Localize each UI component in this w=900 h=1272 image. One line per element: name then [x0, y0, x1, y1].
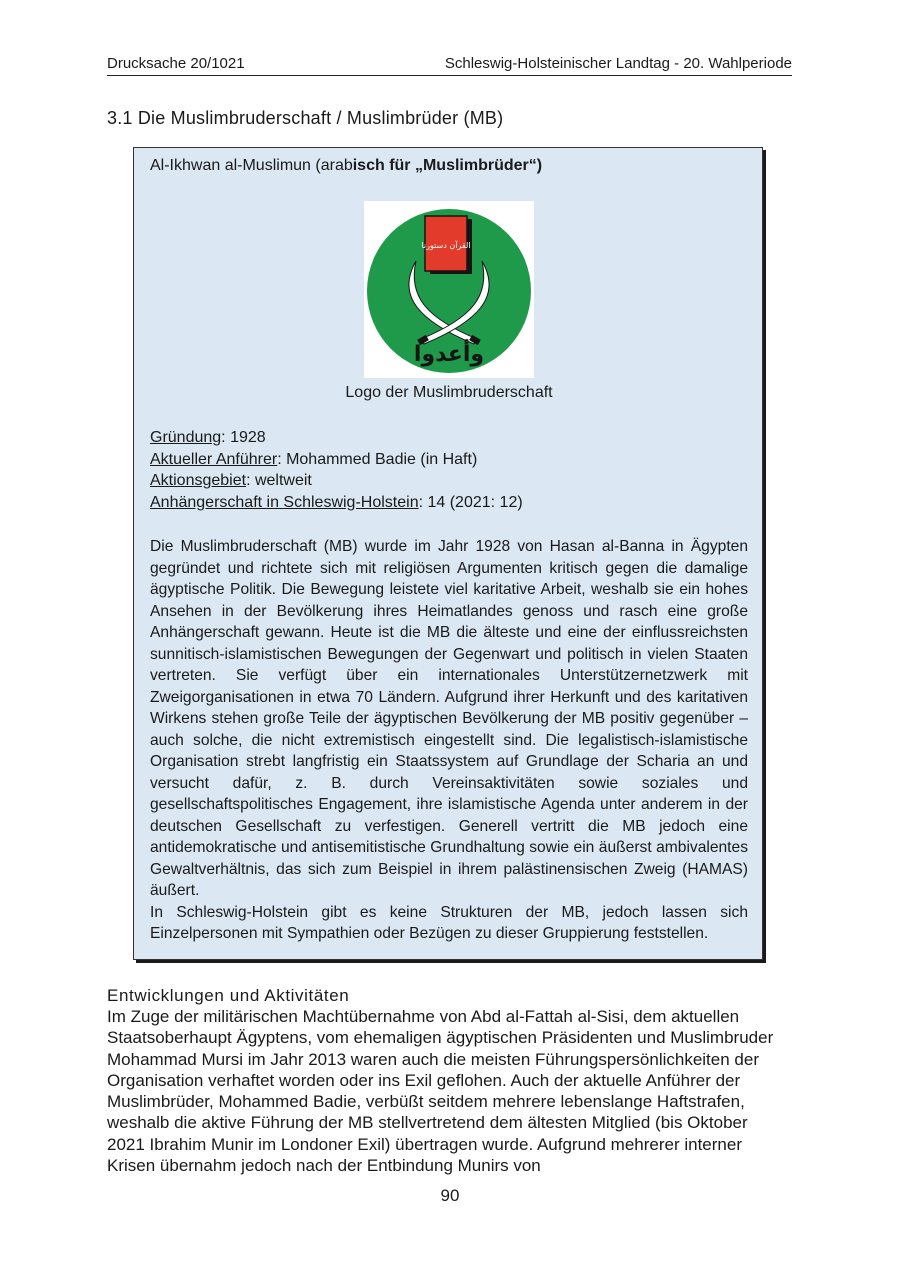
info-box — [133, 147, 763, 960]
facts-list — [150, 427, 523, 513]
fact-area — [150, 470, 523, 492]
info-paragraph-2: In Schleswig-Holstein gibt es keine Strukturen der MB, jedoch lassen sich Einzelpersonen mit Sympathien oder Bezügen zu dieser Gruppierung feststellen. — [150, 903, 748, 942]
fact-founding — [150, 427, 523, 449]
fact-value: : 14 (2021: 12) — [418, 493, 523, 511]
fact-key: Aktueller Anführer — [150, 450, 278, 468]
document-number: Drucksache 20/1021 — [107, 55, 245, 72]
logo-caption: Logo der Muslimbruderschaft — [345, 384, 553, 401]
logo-motto: وأعدوا — [413, 342, 485, 367]
fact-key: Anhängerschaft in Schleswig-Holstein — [150, 493, 419, 511]
page-header — [107, 55, 792, 76]
title-bold: isch für „Muslimbrüder“) — [352, 157, 543, 174]
fact-followers — [150, 492, 523, 514]
book-text: القرآن دستورنا — [421, 241, 471, 250]
logo-image — [364, 201, 534, 378]
muslim-brotherhood-logo — [364, 201, 534, 378]
page-number: 90 — [440, 1186, 460, 1205]
subheading: Entwicklungen und Aktivitäten — [107, 986, 350, 1005]
fact-value: : 1928 — [221, 429, 266, 446]
info-box-title — [150, 156, 542, 176]
fact-value: : Mohammed Badie (in Haft) — [277, 450, 478, 468]
title-plain: Al-Ikhwan al-Muslimun (arab — [150, 157, 353, 174]
fact-key: Aktionsgebiet — [150, 472, 247, 489]
fact-value: : weltweit — [246, 472, 312, 489]
info-paragraph-1: Die Muslimbruderschaft (MB) wurde im Jahr 1928 von Hasan al-Banna in Ägypten gegründet und richtete sich mit religiösen Argumenten kritisch gegen die damalige ägyptische Politik. Die Bewegung leistete viel karitative Arbeit, weshalb sie ein hohes Ansehen in der Bevölkerung ihres Heimatlandes genoss und rasch eine große Anhängerschaft gewann. Heute ist die MB die älteste und eine der einflussreichsten sunnitisch-islamistischen Bewegungen der Gegenwart und politisch in vielen Staaten vertreten. Sie verfügt über ein internationales Unterstützernetzwerk mit Zweigorganisationen in etwa 70 Ländern. Aufgrund ihrer Herkunft und des karitativen Wirkens stehen große Teile der ägyptischen Bevölkerung der MB positiv gegenüber – auch solche, die nicht extremistisch eingestellt sind. Die legalistisch-islamistische Organisation strebt langfristig ein Staatssystem auf Grundlage der Scharia an und versucht dafür, z. B. durch Vereinsaktivitäten sowie soziales und gesellschaftspolitisches Engagement, ihre islamistische Agenda unter anderem in der deutschen Gesellschaft zu verfestigen. Generell vertritt die MB jedoch eine antidemokratische und antisemitistische Grundhaltung sowie ein äußerst ambivalentes Gewaltverhältnis, das sich zum Beispiel in ihrem palästinensischen Zweig (HAMAS) äußert. — [150, 538, 748, 899]
main-text — [107, 1006, 790, 1176]
fact-key: Gründung — [150, 429, 222, 446]
parliament-period: Schleswig-Holsteinischer Landtag - 20. Wahlperiode — [444, 55, 792, 72]
fact-leader — [150, 449, 523, 471]
info-box-text — [150, 536, 748, 945]
main-paragraph: Im Zuge der militärischen Machtübernahme von Abd al-Fattah al-Sisi, dem aktuellen Staatsoberhaupt Ägyptens, vom ehemaligen ägyptischen Präsidenten und Muslimbruder Mohammad Mursi im Jahr 2013 waren auch die meisten Führungspersönlichkeiten der Organisation verhaftet worden oder ins Exil geflohen. Auch der aktuelle Anführer der Muslimbrüder, Mohammed Badie, verbüßt seitdem mehrere lebenslange Haftstrafen, weshalb die aktive Führung der MB stellvertretend dem ältesten Mitglied (bis Oktober 2021 Ibrahim Munir im Londoner Exil) übertragen wurde. Aufgrund mehrerer interner Krisen übernahm jedoch nach der Entbindung Munirs von — [107, 1007, 774, 1176]
section-title: 3.1 Die Muslimbruderschaft / Muslimbrüder (MB) — [107, 108, 504, 128]
